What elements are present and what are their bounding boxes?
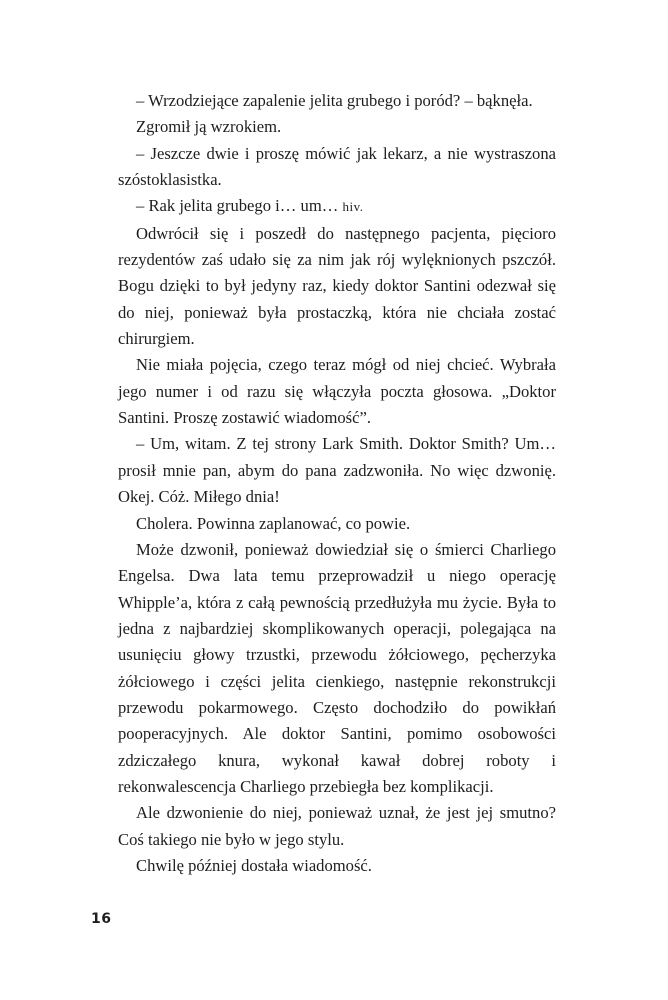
- paragraph-5: Odwrócił się i poszedł do następnego pacjenta, pięcioro rezydentów zaś udało się za nim jak rój wylęknionych pszczół. Bogu dzięki to był jedyny raz, kiedy doktor Santini odezwał się do niej, ponieważ była prostaczką, która nie chciała zostać chirurgiem.: [118, 223, 556, 349]
- paragraph-1: – Wrzodziejące zapalenie jelita grubego i poród? – bąknęła.: [136, 91, 533, 110]
- paragraph-3: – Jeszcze dwie i proszę mówić jak lekarz, a nie wystraszona szóstoklasistka.: [118, 143, 556, 190]
- paragraph-4-text: – Rak jelita grubego i… um…: [136, 196, 343, 216]
- paragraph-10: Ale dzwonienie do niej, ponieważ uznał, że jest jej smutno? Coś takiego nie było w jego stylu.: [118, 803, 556, 849]
- paragraph-4: [118, 193, 556, 220]
- body-text: [118, 88, 556, 879]
- paragraph-9: Może dzwonił, ponieważ dowiedział się o śmierci Charliego Engelsa. Dwa lata temu przeprowadził u niego operację Whipple’a, która z całą pewnością przedłużyła mu życie. Była to jedna z najbardziej skomplikowanych operacji, polegająca na usunięciu głowy trzustki, przewodu żółciowego, pęcherzyka żółciowego i części jelita cienkiego, następnie rekonstrukcji przewodu pokarmowego. Często dochodziło do powikłań pooperacyjnych. Ale doktor Santini, pomimo osobowości zdziczałego knura, wykonał kawał dobrej roboty i rekonwalescencja Charliego przebiegła bez komplikacji.: [118, 539, 556, 796]
- paragraph-6: Nie miała pojęcia, czego teraz mógł od niej chcieć. Wybrała jego numer i od razu się włączyła poczta głosowa. „Doktor Santini. Proszę zostawić wiadomość”.: [118, 355, 556, 428]
- paragraph-11: Chwilę później dostała wiadomość.: [136, 855, 372, 875]
- page-number: 16: [91, 911, 112, 927]
- paragraph-2: Zgromił ją wzrokiem.: [136, 117, 282, 137]
- paragraph-8: Cholera. Powinna zaplanować, co powie.: [136, 513, 411, 533]
- hiv-abbreviation: hiv.: [342, 199, 364, 215]
- paragraph-7: – Um, witam. Z tej strony Lark Smith. Doktor Smith? Um… prosił mnie pan, abym do pana zadzwoniła. No więc dzwonię. Okej. Cóż. Miłego dnia!: [118, 434, 556, 507]
